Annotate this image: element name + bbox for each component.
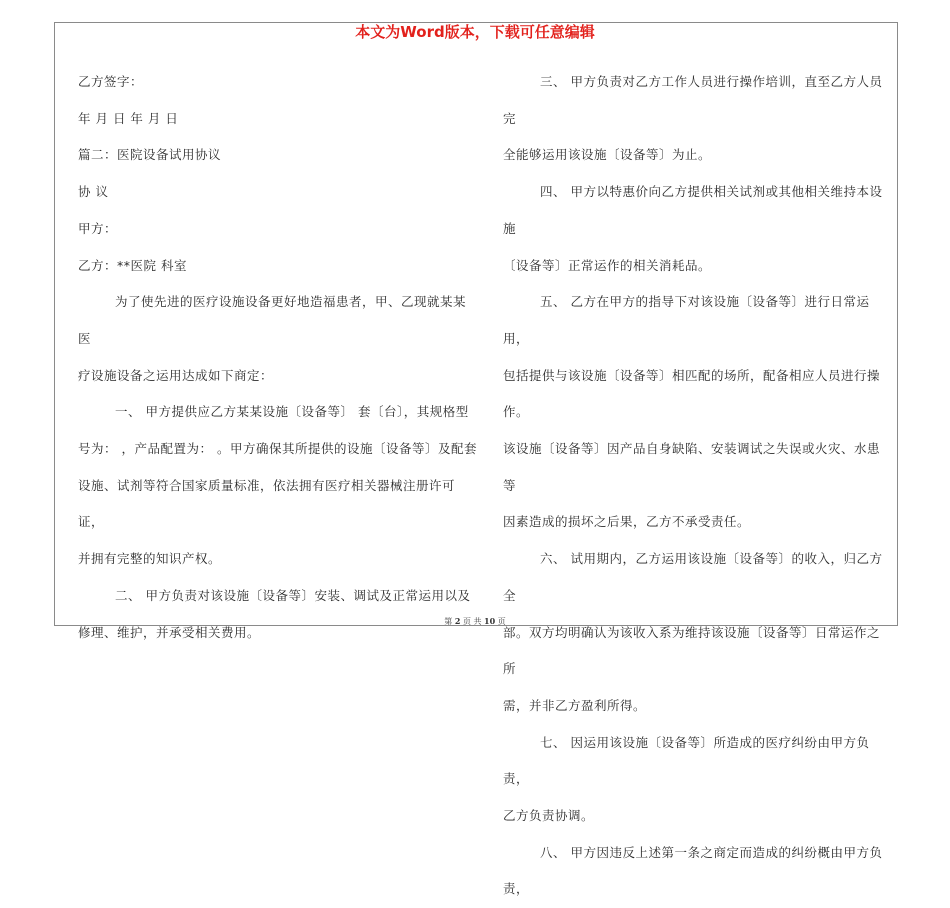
paragraph-line: 设施、试剂等符合国家质量标准，依法拥有医疗相关器械注册许可证， <box>78 477 456 530</box>
footer-prefix: 第 <box>444 617 453 626</box>
party-a-line: 甲方： <box>78 220 118 236</box>
date-line: 年 月 日 年 月 日 <box>78 110 179 126</box>
paragraph-line: 该设施〔设备等〕因产品自身缺陷、安装调试之失误或火灾、水患等 <box>503 441 881 493</box>
paragraph-line: 六、 试用期内，乙方运用该设施〔设备等〕的收入，归乙方全 <box>503 551 883 603</box>
paragraph-line: 需，并非乙方盈利所得。 <box>503 697 647 713</box>
paragraph-line: 为了使先进的医疗设施设备更好地造福患者，甲、乙现就某某医 <box>78 294 467 346</box>
left-text-column <box>78 64 478 651</box>
page-number-footer <box>0 616 950 627</box>
right-text-column <box>503 64 884 908</box>
section-heading: 篇二：医院设备试用协议 <box>78 147 222 163</box>
paragraph-line: 并拥有完整的知识产权。 <box>78 551 222 567</box>
document-banner: 本文为Word版本，下载可任意编辑 <box>355 23 595 41</box>
paragraph-line: 二、 甲方负责对该设施〔设备等〕安装、调试及正常运用以及 <box>115 587 471 603</box>
paragraph-line: 因素造成的损坏之后果，乙方不承受责任。 <box>503 514 751 530</box>
paragraph-line: 乙方负责协调。 <box>503 808 595 824</box>
paragraph-line: 〔设备等〕正常运作的相关消耗品。 <box>503 257 712 273</box>
paragraph-line: 四、 甲方以特惠价向乙方提供相关试剂或其他相关维持本设施 <box>503 184 883 236</box>
paragraph-line: 一、 甲方提供应乙方某某设施〔设备等〕 套〔台〕，其规格型 <box>115 404 469 420</box>
paragraph-line: 五、 乙方在甲方的指导下对该设施〔设备等〕进行日常运用， <box>503 294 870 346</box>
paragraph-line: 全能够运用该设施〔设备等〕为止。 <box>503 147 712 163</box>
party-b-line: 乙方：**医院 科室 <box>78 257 187 273</box>
footer-suffix: 页 <box>497 617 506 626</box>
paragraph-line: 修理、维护，并承受相关费用。 <box>78 624 261 640</box>
total-page-number: 10 <box>484 616 496 626</box>
paragraph-line: 七、 因运用该设施〔设备等〕所造成的医疗纠纷由甲方负责， <box>503 734 870 787</box>
paragraph-line: 包括提供与该设施〔设备等〕相匹配的场所，配备相应人员进行操作。 <box>503 367 881 420</box>
footer-middle: 页 共 <box>462 617 482 626</box>
signature-line: 乙方签字： <box>78 74 144 89</box>
paragraph-line: 八、 甲方因违反上述第一条之商定而造成的纠纷概由甲方负责， <box>503 844 883 897</box>
agreement-title: 协 议 <box>78 184 109 200</box>
paragraph-line: 部。双方均明确认为该收入系为维持该设施〔设备等〕日常运作之所 <box>503 624 881 677</box>
current-page-number: 2 <box>454 616 461 626</box>
paragraph-line: 疗设施设备之运用达成如下商定： <box>78 367 274 383</box>
paragraph-line: 三、 甲方负责对乙方工作人员进行操作培训，直至乙方人员完 <box>503 74 883 126</box>
paragraph-line: 号为： ，产品配置为： 。甲方确保其所提供的设施〔设备等〕及配套 <box>78 441 477 457</box>
